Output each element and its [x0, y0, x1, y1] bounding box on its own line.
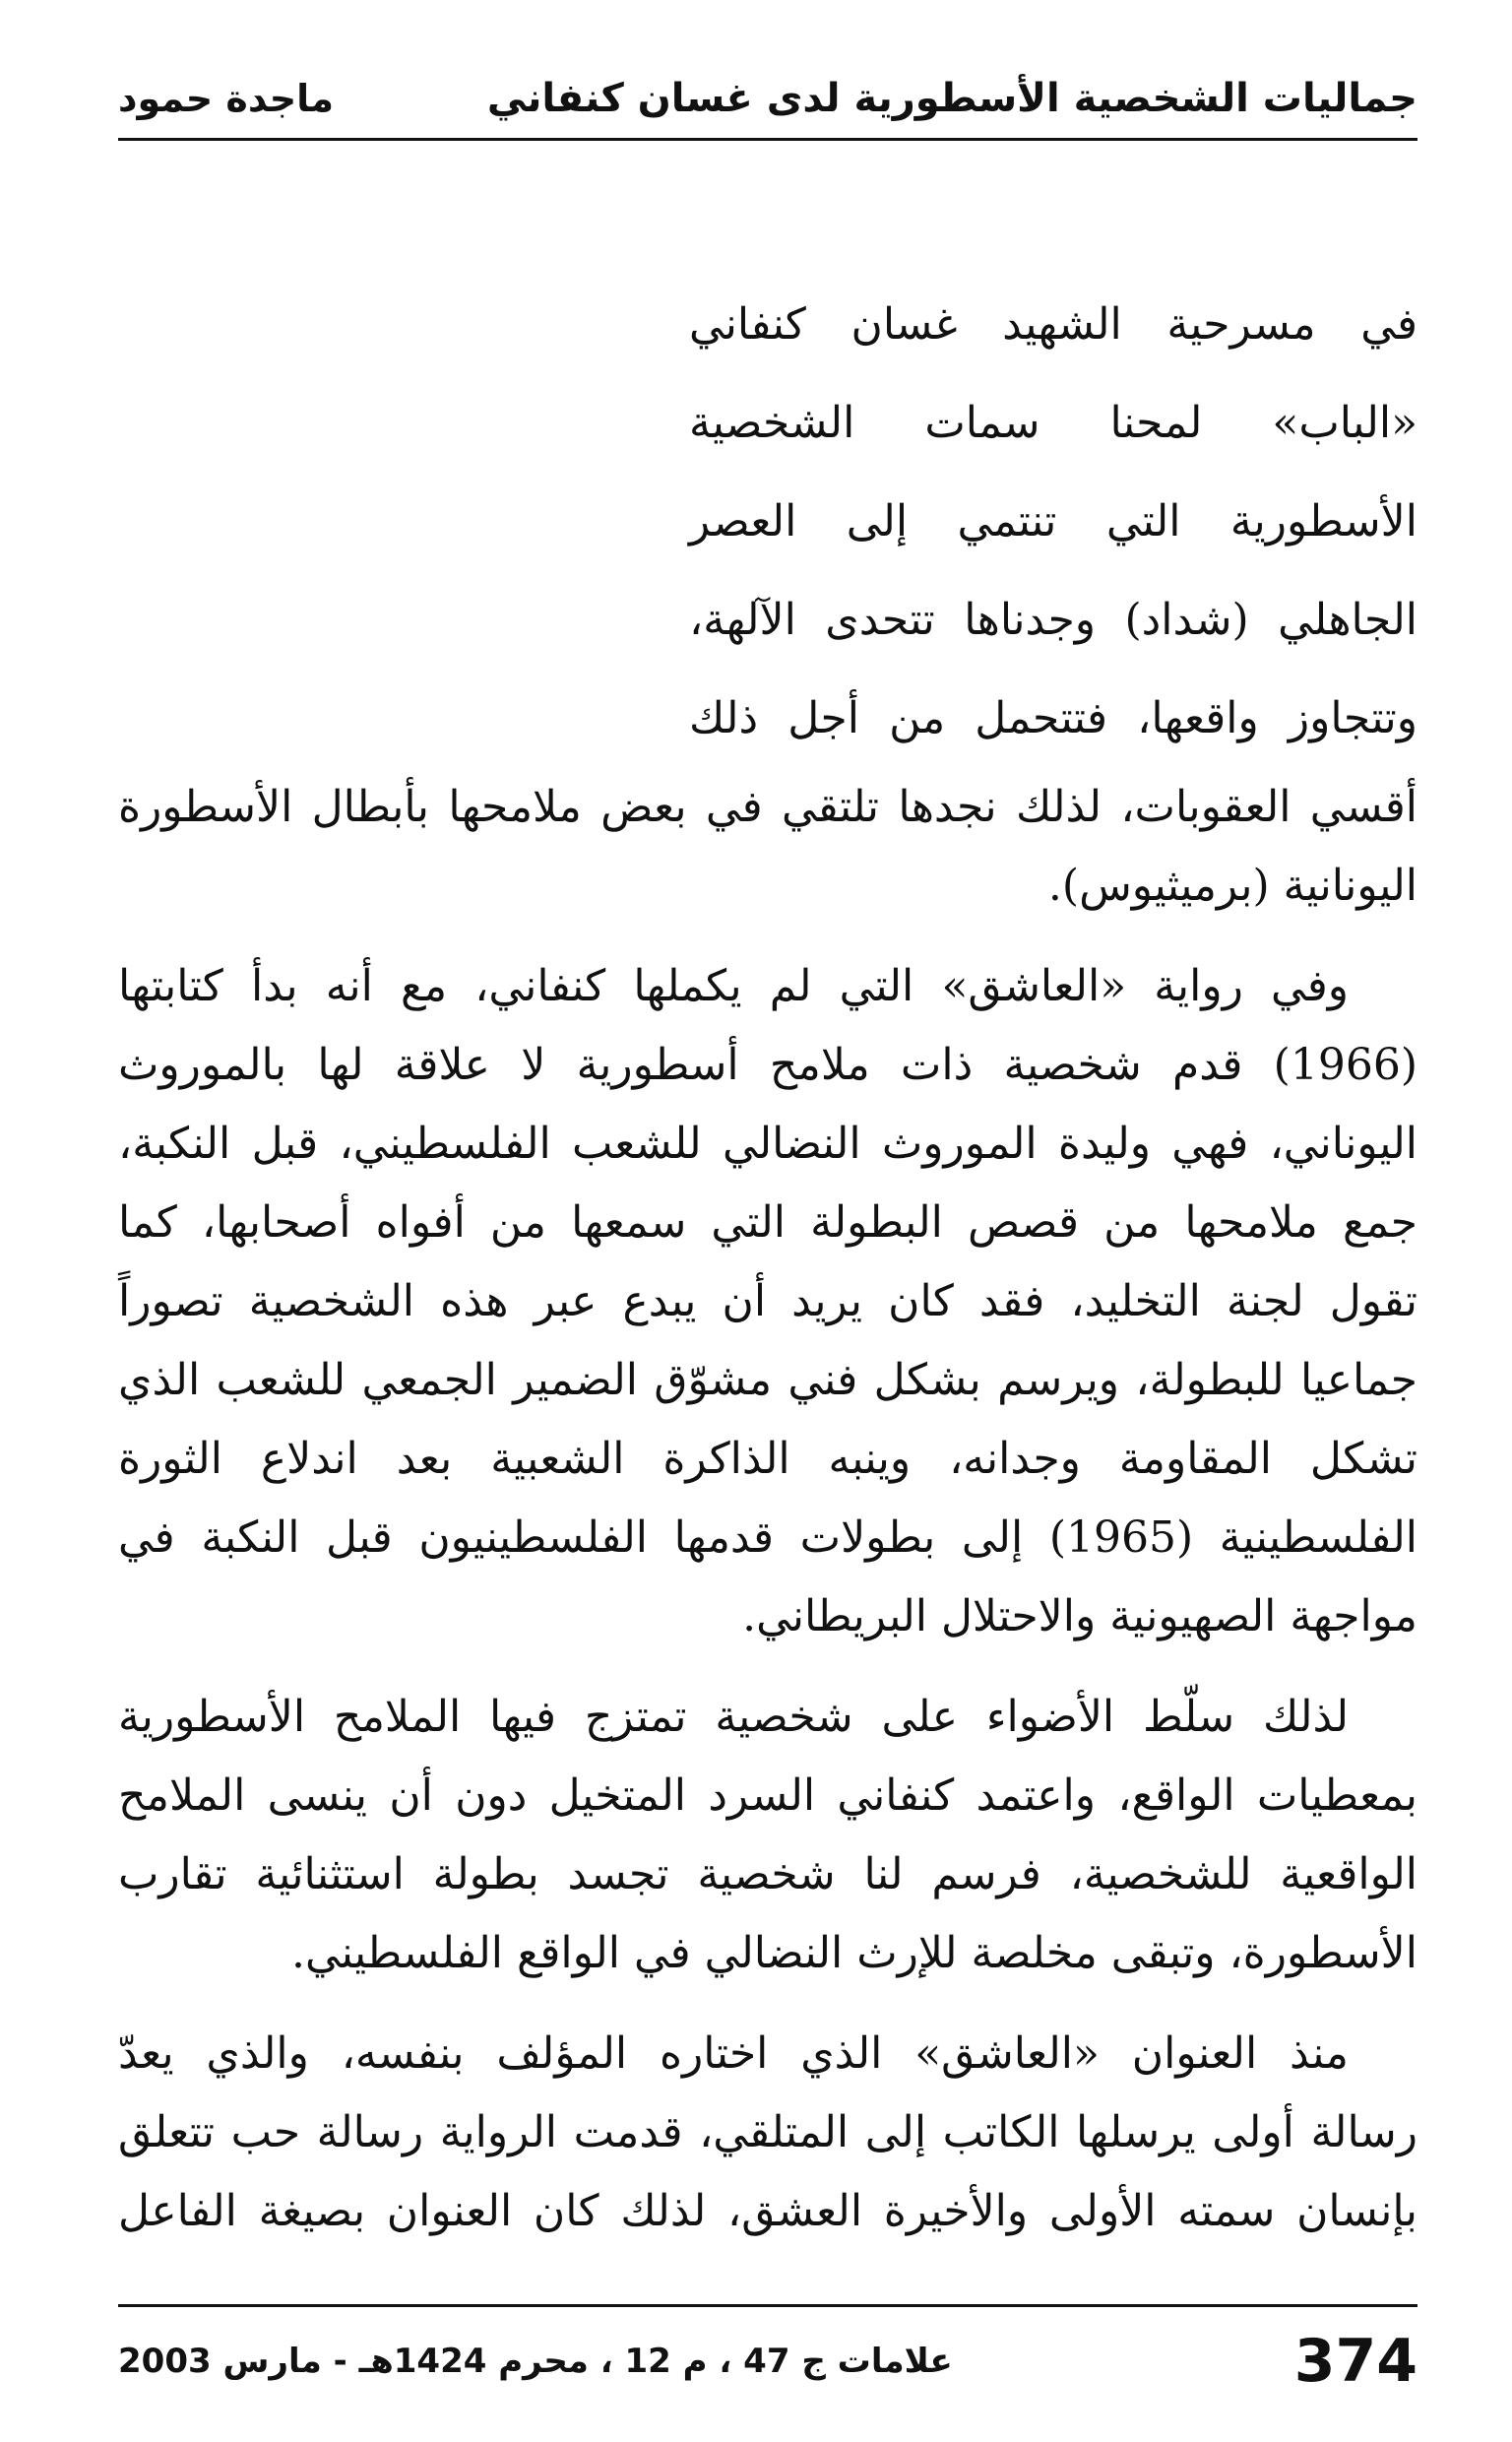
- text-line: اليونانية (برميثيوس).: [1047, 861, 1418, 911]
- text-line: مواجهة الصهيونية والاحتلال البريطاني.: [742, 1591, 1418, 1641]
- text-line: تقول لجنة التخليد، فقد كان يريد أن يبدع عبر هذه الشخصية تصوراً: [118, 1276, 1418, 1326]
- paragraph-2: [118, 1678, 1418, 1993]
- text-line: الفلسطينية (1965) إلى بطولات قدمها الفلسطينيون قبل النكبة في: [118, 1512, 1418, 1563]
- intro-full-block: [118, 768, 1418, 926]
- running-header: [118, 59, 1418, 141]
- text-line: الأسطورية التي تنتمي إلى العصر: [689, 496, 1418, 546]
- article-body: [118, 276, 1418, 2251]
- text-line: لذلك سلّط الأضواء على شخصية تمتزج فيها الملامح الأسطورية: [118, 1692, 1349, 1742]
- text-line: منذ العنوان «العاشق» الذي اختاره المؤلف بنفسه، والذي يعدّ: [118, 2028, 1349, 2079]
- running-footer: [118, 2304, 1418, 2415]
- paragraph-1: [118, 947, 1418, 1656]
- text-line: (1966) قدم شخصية ذات ملامح أسطورية لا علاقة لها بالموروث: [118, 1040, 1418, 1090]
- text-line: وفي رواية «العاشق» التي لم يكملها كنفاني، مع أنه بدأ كتابتها: [118, 961, 1349, 1011]
- text-line: «الباب» لمحنا سمات الشخصية: [689, 398, 1418, 448]
- intro-narrow-block: [689, 276, 1418, 768]
- journal-citation: علامات ج 47 ، م 12 ، محرم 1424هـ - مارس 2003: [118, 2342, 953, 2381]
- text-line: جماعيا للبطولة، ويرسم بشكل فني مشوّق الضمير الجمعي للشعب الذي: [118, 1355, 1418, 1405]
- article-title: جماليات الشخصية الأسطورية لدى غسان كنفاني: [486, 76, 1418, 121]
- text-line: جمع ملامحها من قصص البطولة التي سمعها من أفواه أصحابها، كما: [118, 1197, 1418, 1248]
- page-number: 374: [1293, 2327, 1418, 2396]
- text-line: الجاهلي (شداد) وجدناها تتحدى الآلهة،: [689, 595, 1418, 645]
- author-name: ماجدة حمود: [118, 77, 334, 120]
- text-line: بإنسان سمته الأولى والأخيرة العشق، لذلك كان العنوان بصيغة الفاعل: [118, 2186, 1418, 2236]
- text-line: تشكل المقاومة وجدانه، وينبه الذاكرة الشعبية بعد اندلاع الثورة: [118, 1434, 1418, 1484]
- text-line: الواقعية للشخصية، فرسم لنا شخصية تجسد بطولة استثنائية تقارب: [118, 1849, 1418, 1899]
- text-line: بمعطيات الواقع، واعتمد كنفاني السرد المتخيل دون أن ينسى الملامح: [118, 1770, 1418, 1821]
- text-line: الأسطورة، وتبقى مخلصة للإرث النضالي في الواقع الفلسطيني.: [290, 1928, 1418, 1978]
- paragraph-3: [118, 2015, 1418, 2251]
- text-line: اليوناني، فهي وليدة الموروث النضالي للشعب الفلسطيني، قبل النكبة،: [118, 1119, 1418, 1169]
- text-line: في مسرحية الشهيد غسان كنفاني: [689, 299, 1418, 350]
- text-line: أقسي العقوبات، لذلك نجدها تلتقي في بعض ملامحها بأبطال الأسطورة: [118, 782, 1418, 832]
- text-line: وتتجاوز واقعها، فتتحمل من أجل ذلك: [689, 693, 1418, 743]
- text-line: رسالة أولى يرسلها الكاتب إلى المتلقي، قدمت الرواية رسالة حب تتعلق: [118, 2107, 1418, 2157]
